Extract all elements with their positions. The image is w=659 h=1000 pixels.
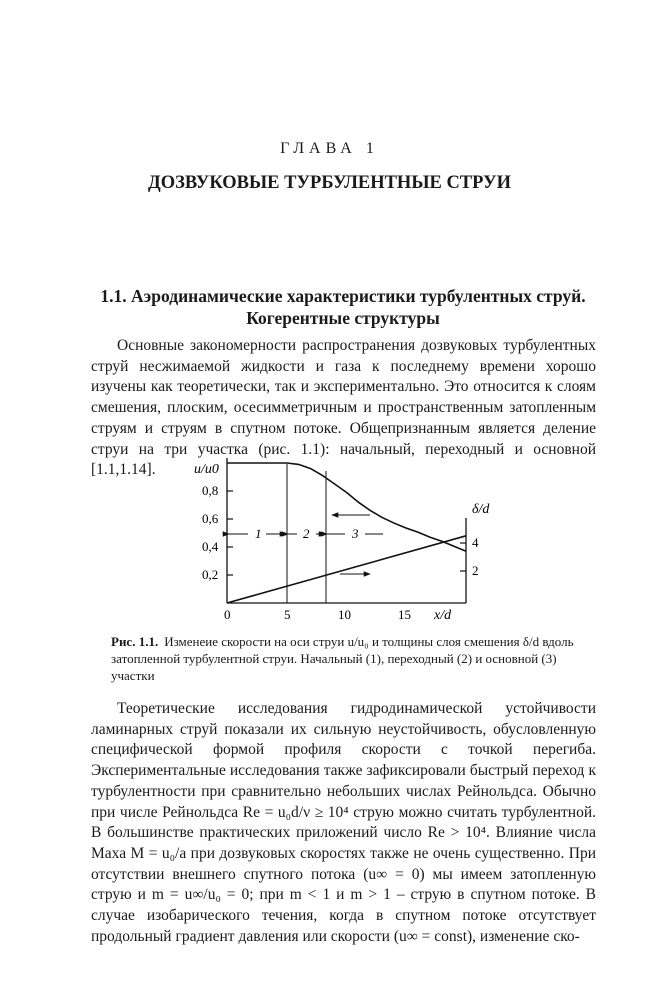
x-tick-label: 0 — [224, 607, 231, 622]
y-tick-label: 0,4 — [202, 539, 219, 554]
y-tick-label: 0,6 — [202, 511, 219, 526]
x-axis-label: x/d — [434, 608, 452, 623]
y-tick-label: 0,8 — [202, 483, 219, 498]
section-heading — [93, 285, 593, 329]
y2-axis-label: δ/d — [472, 502, 490, 517]
x-tick-label: 10 — [338, 607, 351, 622]
figure-caption-label: Рис. 1.1. — [111, 634, 159, 649]
region-label-1: 1 — [255, 526, 262, 541]
y2-tick-label: 4 — [472, 535, 479, 550]
section-heading-line1: 1.1. Аэродинамические характеристики турбулентных струй. — [100, 286, 586, 306]
figure-chart — [180, 455, 520, 630]
paragraph-1: Основные закономерности распространения дозвуковых турбулентных струй несжимаемой жидкости и газа к последнему времени хорошо изучены как теоретически, так и экспериментально. Это относится к слоям смешения, плоским, осесимметричным и пространственным затопленным струям и струям в спутном потоке. Общепризнанным является деление струи на три участка (рис. 1.1): начальный, переходный и основной [1.1,1.14]. — [91, 337, 596, 479]
chapter-title: ДОЗВУКОВЫЕ ТУРБУЛЕНТНЫЕ СТРУИ — [148, 173, 511, 193]
series-line-velocity — [227, 463, 466, 551]
region-label-2: 2 — [303, 526, 310, 541]
region-label-3: 3 — [352, 526, 359, 541]
paragraph-2: Теоретические исследования гидродинамической устойчивости ламинарных струй показали их сильную неустойчивость, обусловленную специфической формой профиля скорости с точкой перегиба. Экспериментальные исследования также зафиксировали быстрый переход к турбулентности при сравнительно небольших числах Рейнольдса. Обычно при числе Рейнольдса Re = u₀d/ν ≥ 10⁴ струю можно считать турбулентной. В большинстве практических приложений число Re > 10⁴. Влияние числа Маха M = u₀/a при дозвуковых скоростях также не очень существенно. При отсутствии внешнего спутного потока (u∞ = 0) мы имеем затопленную струю и m = u∞/u₀ = 0; при m < 1 и m > 1 – струю в спутном потоке. В случае изобарического течения, когда в спутном потоке отсутствует продольный градиент давления или скорости (u∞ = const), изменение ско- — [91, 700, 596, 945]
figure-caption-text: Изменеие скорости на оси струи u/u₀ и толщины слоя смешения δ/d вдоль затопленной турбулентной струи. Начальный (1), переходный (2) и основной (3) участки — [111, 634, 574, 683]
y2-tick-label: 2 — [472, 563, 479, 578]
figure-caption — [111, 633, 591, 684]
chapter-label: ГЛАВА 1 — [280, 140, 379, 157]
section-heading-line2: Когерентные структуры — [246, 308, 440, 328]
x-tick-label: 15 — [398, 607, 411, 622]
x-tick-label: 5 — [284, 607, 291, 622]
y-tick-label: 0,2 — [202, 567, 219, 582]
series-line-thickness — [227, 536, 466, 603]
y-axis-label: u/u0 — [194, 462, 219, 477]
